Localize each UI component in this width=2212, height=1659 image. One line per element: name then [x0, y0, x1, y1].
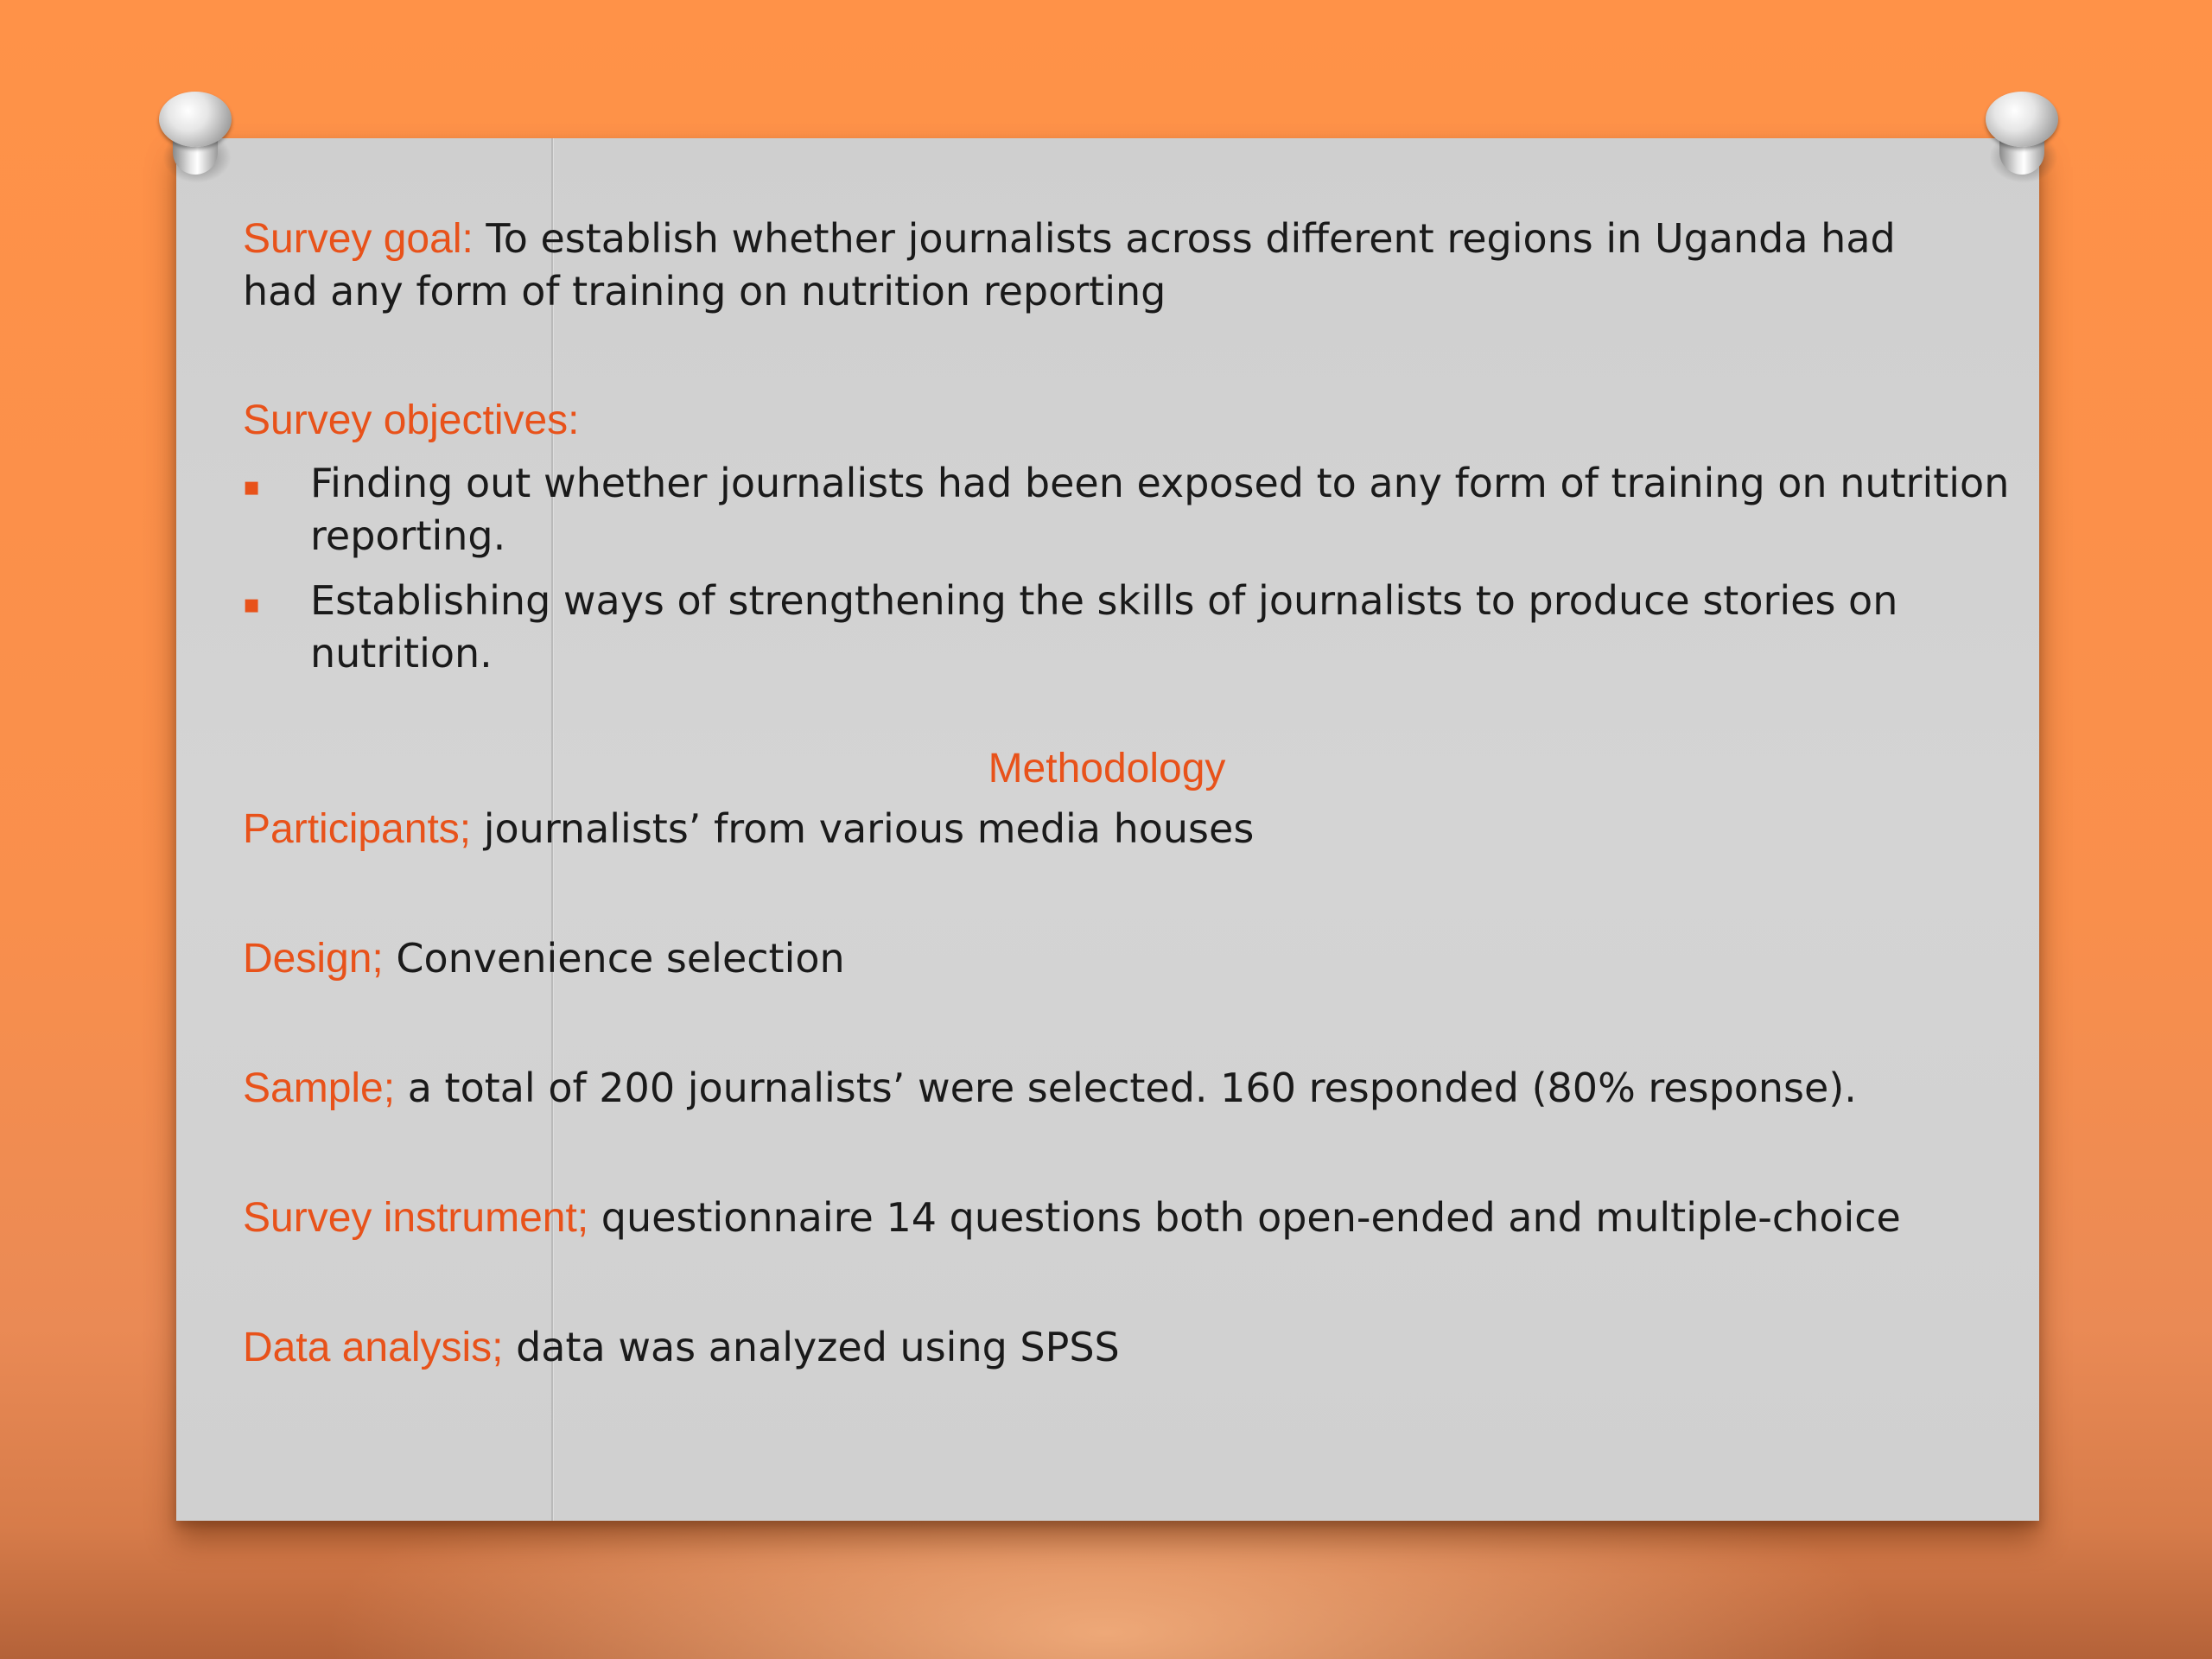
survey-objectives-list [243, 457, 2010, 680]
methodology-heading: Methodology [988, 746, 1226, 791]
sample-text: a total of 200 journalists’ were selected. 160 responded (80% response). [395, 1065, 1857, 1111]
slide-content [243, 213, 2010, 1451]
survey-goal [243, 213, 1971, 318]
instrument-label: Survey instrument; [243, 1195, 589, 1241]
pushpin-left-icon [154, 88, 237, 192]
data-analysis-label: Data analysis; [243, 1325, 504, 1370]
bullet-square-icon: ▪ [243, 472, 261, 502]
pushpin-right-icon [1980, 88, 2063, 192]
instrument-text: questionnaire 14 questions both open-ended and multiple-choice [588, 1194, 1901, 1241]
survey-objectives-title: Survey objectives: [243, 397, 580, 443]
methodology-participants [243, 803, 1971, 855]
list-item [243, 457, 2038, 563]
sample-label: Sample; [243, 1065, 396, 1111]
survey-goal-text: To establish whether journalists across different regions in Uganda had had any form of training on nutrition reporting [243, 215, 1896, 315]
list-item [243, 575, 2038, 680]
objective-text: Establishing ways of strengthening the skills of journalists to produce stories on nutrition. [310, 577, 1898, 677]
participants-label: Participants; [243, 806, 472, 852]
methodology-data-analysis [243, 1321, 1971, 1374]
survey-goal-label: Survey goal: [243, 216, 474, 262]
design-label: Design; [243, 936, 384, 982]
participants-text: journalists’ from various media houses [471, 805, 1255, 852]
bullet-square-icon: ▪ [243, 589, 261, 620]
methodology-sample [243, 1062, 1971, 1115]
methodology-instrument [243, 1192, 1971, 1244]
objective-text: Finding out whether journalists had been exposed to any form of training on nutrition reporting. [310, 460, 2010, 559]
design-text: Convenience selection [383, 935, 845, 982]
data-analysis-text: data was analyzed using SPSS [503, 1324, 1120, 1370]
methodology-design [243, 932, 1971, 985]
